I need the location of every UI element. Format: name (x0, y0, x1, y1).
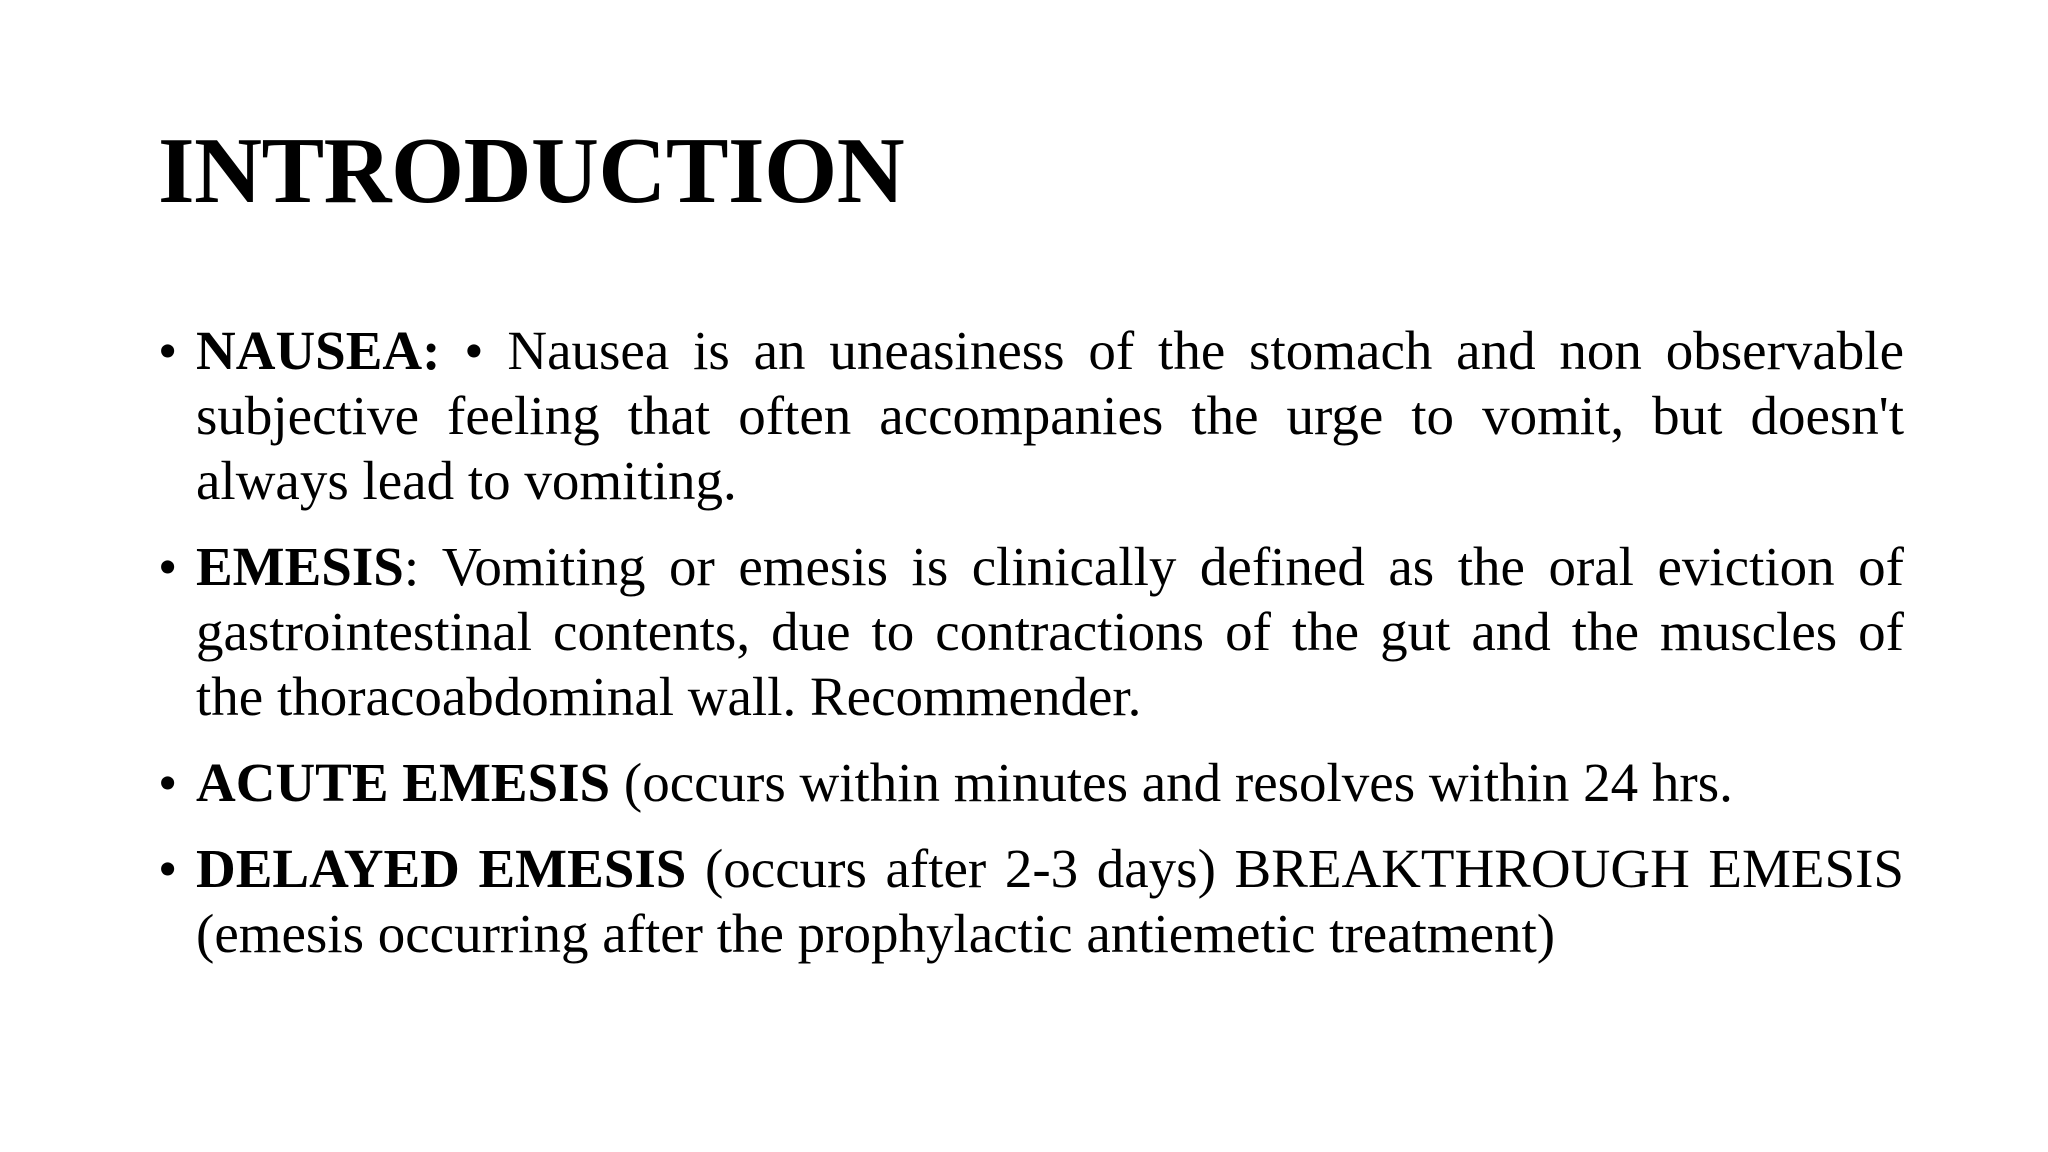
bullet-heading: EMESIS (196, 536, 404, 597)
bullet-text: (occurs within minutes and resolves within 24 hrs. (610, 752, 1733, 813)
bullet-text: (occurs after 2-3 days) BREAKTHROUGH EMESIS (emesis occurring after the prophylactic antiemetic treatment) (196, 838, 1904, 964)
bullet-mark: • (158, 320, 178, 381)
bullet-heading: ACUTE EMESIS (196, 752, 611, 813)
bullet-emesis (158, 534, 1904, 729)
bullet-heading: DELAYED EMESIS (196, 838, 687, 899)
bullet-text: : Vomiting or emesis is clinically defined as the oral eviction of gastrointestinal contents, due to contractions of the gut and the muscles of the thoracoabdominal wall. Recommender. (196, 536, 1904, 727)
bullet-delayed-emesis (158, 836, 1904, 966)
bullet-nausea (158, 318, 1904, 513)
bullet-mark: • (158, 536, 178, 597)
bullet-text: • Nausea is an uneasiness of the stomach and non observable subjective feeling that often accompanies the urge to vomit, but doesn't always lead to vomiting. (196, 320, 1904, 511)
bullet-acute-emesis (158, 750, 1904, 815)
bullet-list (158, 318, 1904, 987)
bullet-mark: • (158, 838, 178, 899)
bullet-heading: NAUSEA: (196, 320, 441, 381)
bullet-mark: • (158, 752, 178, 813)
slide-title: INTRODUCTION (158, 119, 905, 223)
